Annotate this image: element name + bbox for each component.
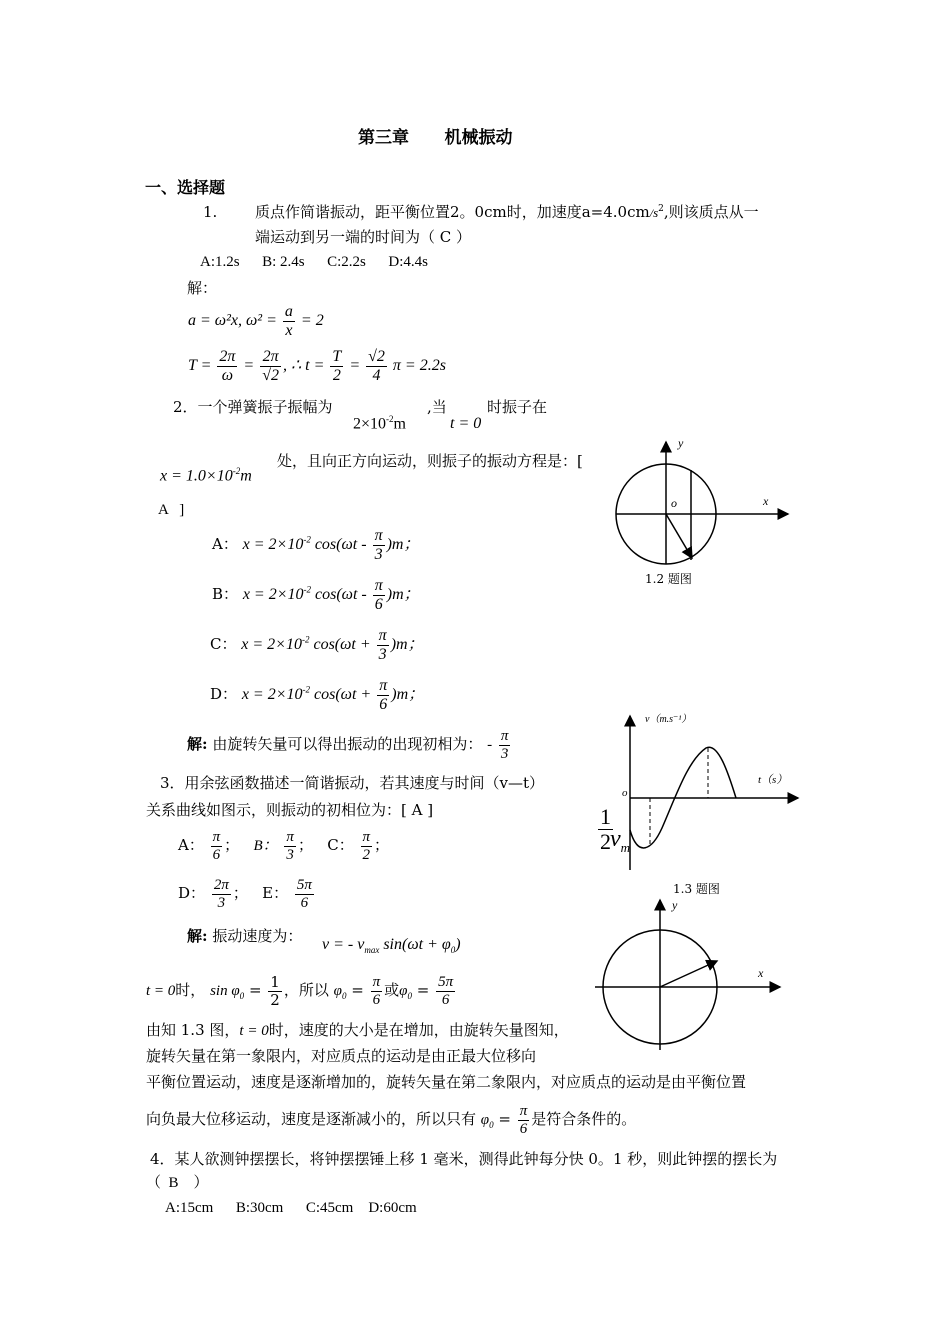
q2-option-b: B： $x = 2\times 10^{-2}$ cos(ωt - $\frac{\pi}{6}$ )m； [212,577,420,613]
q3-t0-line: t = 0时， $\sin \varphi_0$ = $\frac{1}{2}$ ，所以 $\varphi_0$ = $\frac{\pi}{6}$ 或$\varphi_0$ = $\frac{5\pi}{6}$ [146,973,454,1009]
q2-solution: 解: 由旋转矢量可以得出振动的出现初相为： - $\frac{\pi}{3}$ [187,728,509,762]
q1-line1-text: 质点作简谐振动，距平衡位置2。0cm时，加速度a=4.0cm [255,203,650,221]
fig12-rotating-vector [666,514,692,558]
q3-text-line-c: 平衡位置运动，速度是逐渐增加的，旋转矢量在第二象限内，对应质点的运动是由平衡位置 [146,1073,747,1091]
q3-line1: 3．用余弦函数描述一简谐振动，若其速度与时间（v—t） [160,774,545,792]
q1-equation-2: T = $\frac{2\pi}{\omega}$ = $\frac{2\pi}{√2}$ , ∴ t = $\frac{T}{2}$ = $\frac{√2}{4}$ π = 2.2s [188,348,446,384]
fig12-y-label: y [678,436,684,450]
q2-after: 时振子在 [487,398,548,416]
fig13v-y-label: y [672,898,678,912]
q1-solution-label: 解： [187,279,218,297]
fig13-vm-symbol: $v_m$ [610,826,631,855]
section-heading: 一、选择题 [145,178,226,197]
figure-1-2 [600,430,800,595]
fig12-origin-label: o [671,496,677,510]
fig13-origin-label: o [622,787,628,799]
q4-line2: （ B ） [146,1175,209,1191]
q1-number: 1. [203,203,218,221]
q3-solution-label: 解: 振动速度为： [187,927,303,945]
q2-t0: t = 0 [450,415,482,432]
q4-options: A:15cm B:30cm C:45cm D:60cm [165,1200,417,1216]
q3-line2: 关系曲线如图示，则振动的初相位为：[ A ] [146,801,434,819]
q2-line2: 处，且向正方向运动，则振子的振动方程是：[ [277,452,583,470]
q1-line1-end: ,则该质点从一 [663,203,759,221]
fig13-t-label: t（s） [758,774,788,786]
fig12-caption: 1.2 题图 [645,572,692,586]
q2-x-equation: $x = 1.0\times 10^{-2}m$ [160,466,252,485]
q3-text-line-b: 旋转矢量在第一象限内，对应质点的运动是由正最大位移向 [146,1047,537,1065]
fig13-caption: 1.3 题图 [673,882,720,896]
fig12-x-label: x [763,494,769,508]
q3-text-line-d: 向负最大位移运动，速度是逐渐减小的，所以只有 $\varphi_0$ = $\frac{\pi}{6}$ 是符合条件的。 [146,1103,637,1137]
fig13-v-label: v（m.s⁻¹） [645,714,692,725]
q2-option-a: A： $x = 2\times 10^{-2}$ cos(ωt - $\frac{\pi}{3}$ )m； [212,527,420,563]
q3-options-row1: A： $\frac{\pi}{6}$ ； B： $\frac{\pi}{3}$ ； C： $\frac{\pi}{2}$ ； [178,829,390,863]
q2-when: ,当 [427,398,447,416]
fig13v-rotating-vector [660,961,717,987]
q3-velocity-eq: v = - $v_{max}$ $\sin(\omega t + \varphi_0)$ [322,936,461,956]
q3-options-row2: D： $\frac{2\pi}{3}$ ； E： $\frac{5\pi}{6}$ [178,877,312,911]
q2-intro: 2．一个弹簧振子振幅为 [173,398,333,416]
q4-line1: 4．某人欲测钟摆摆长，将钟摆摆锤上移 1 毫米，测得此钟每分快 0。1 秒，则此钟摆的摆长为 [150,1150,778,1168]
q1-equation-1: a = ω²x, ω² = $\frac{a}{x}$ = 2 [188,303,324,339]
q1-options: A:1.2s B: 2.4s C:2.2s D:4.4s [200,254,428,270]
q2-option-d: D： $x = 2\times 10^{-2}$ cos(ωt + $\frac{\pi}{6}$ )m； [210,677,425,713]
fig13-half-vm: $\frac{1}{2}$ [600,804,611,855]
q1-line1: 质点作简谐振动，距平衡位置2。0cm时，加速度$a=4.0cm/s^2$,则该质点从一 [255,203,759,221]
q1-unit-s: s [653,205,659,220]
q2-amplitude: $2\times 10^{-2}m$ [353,414,406,433]
q1-unit-exp: 2 [658,204,664,214]
q2-option-c: C： $x = 2\times 10^{-2}$ cos(ωt + $\frac{\pi}{3}$ )m； [210,627,424,663]
fig13v-x-label: x [758,966,764,980]
q2-answer: A ] [158,502,185,518]
page-title: 第三章 机械振动 [358,128,513,148]
q1-line2: 端运动到另一端的时间为（ C ） [255,228,472,246]
q3-text-line-a: 由知 1.3 图，t = 0时，速度的大小是在增加，由旋转矢量图知， [146,1021,569,1039]
